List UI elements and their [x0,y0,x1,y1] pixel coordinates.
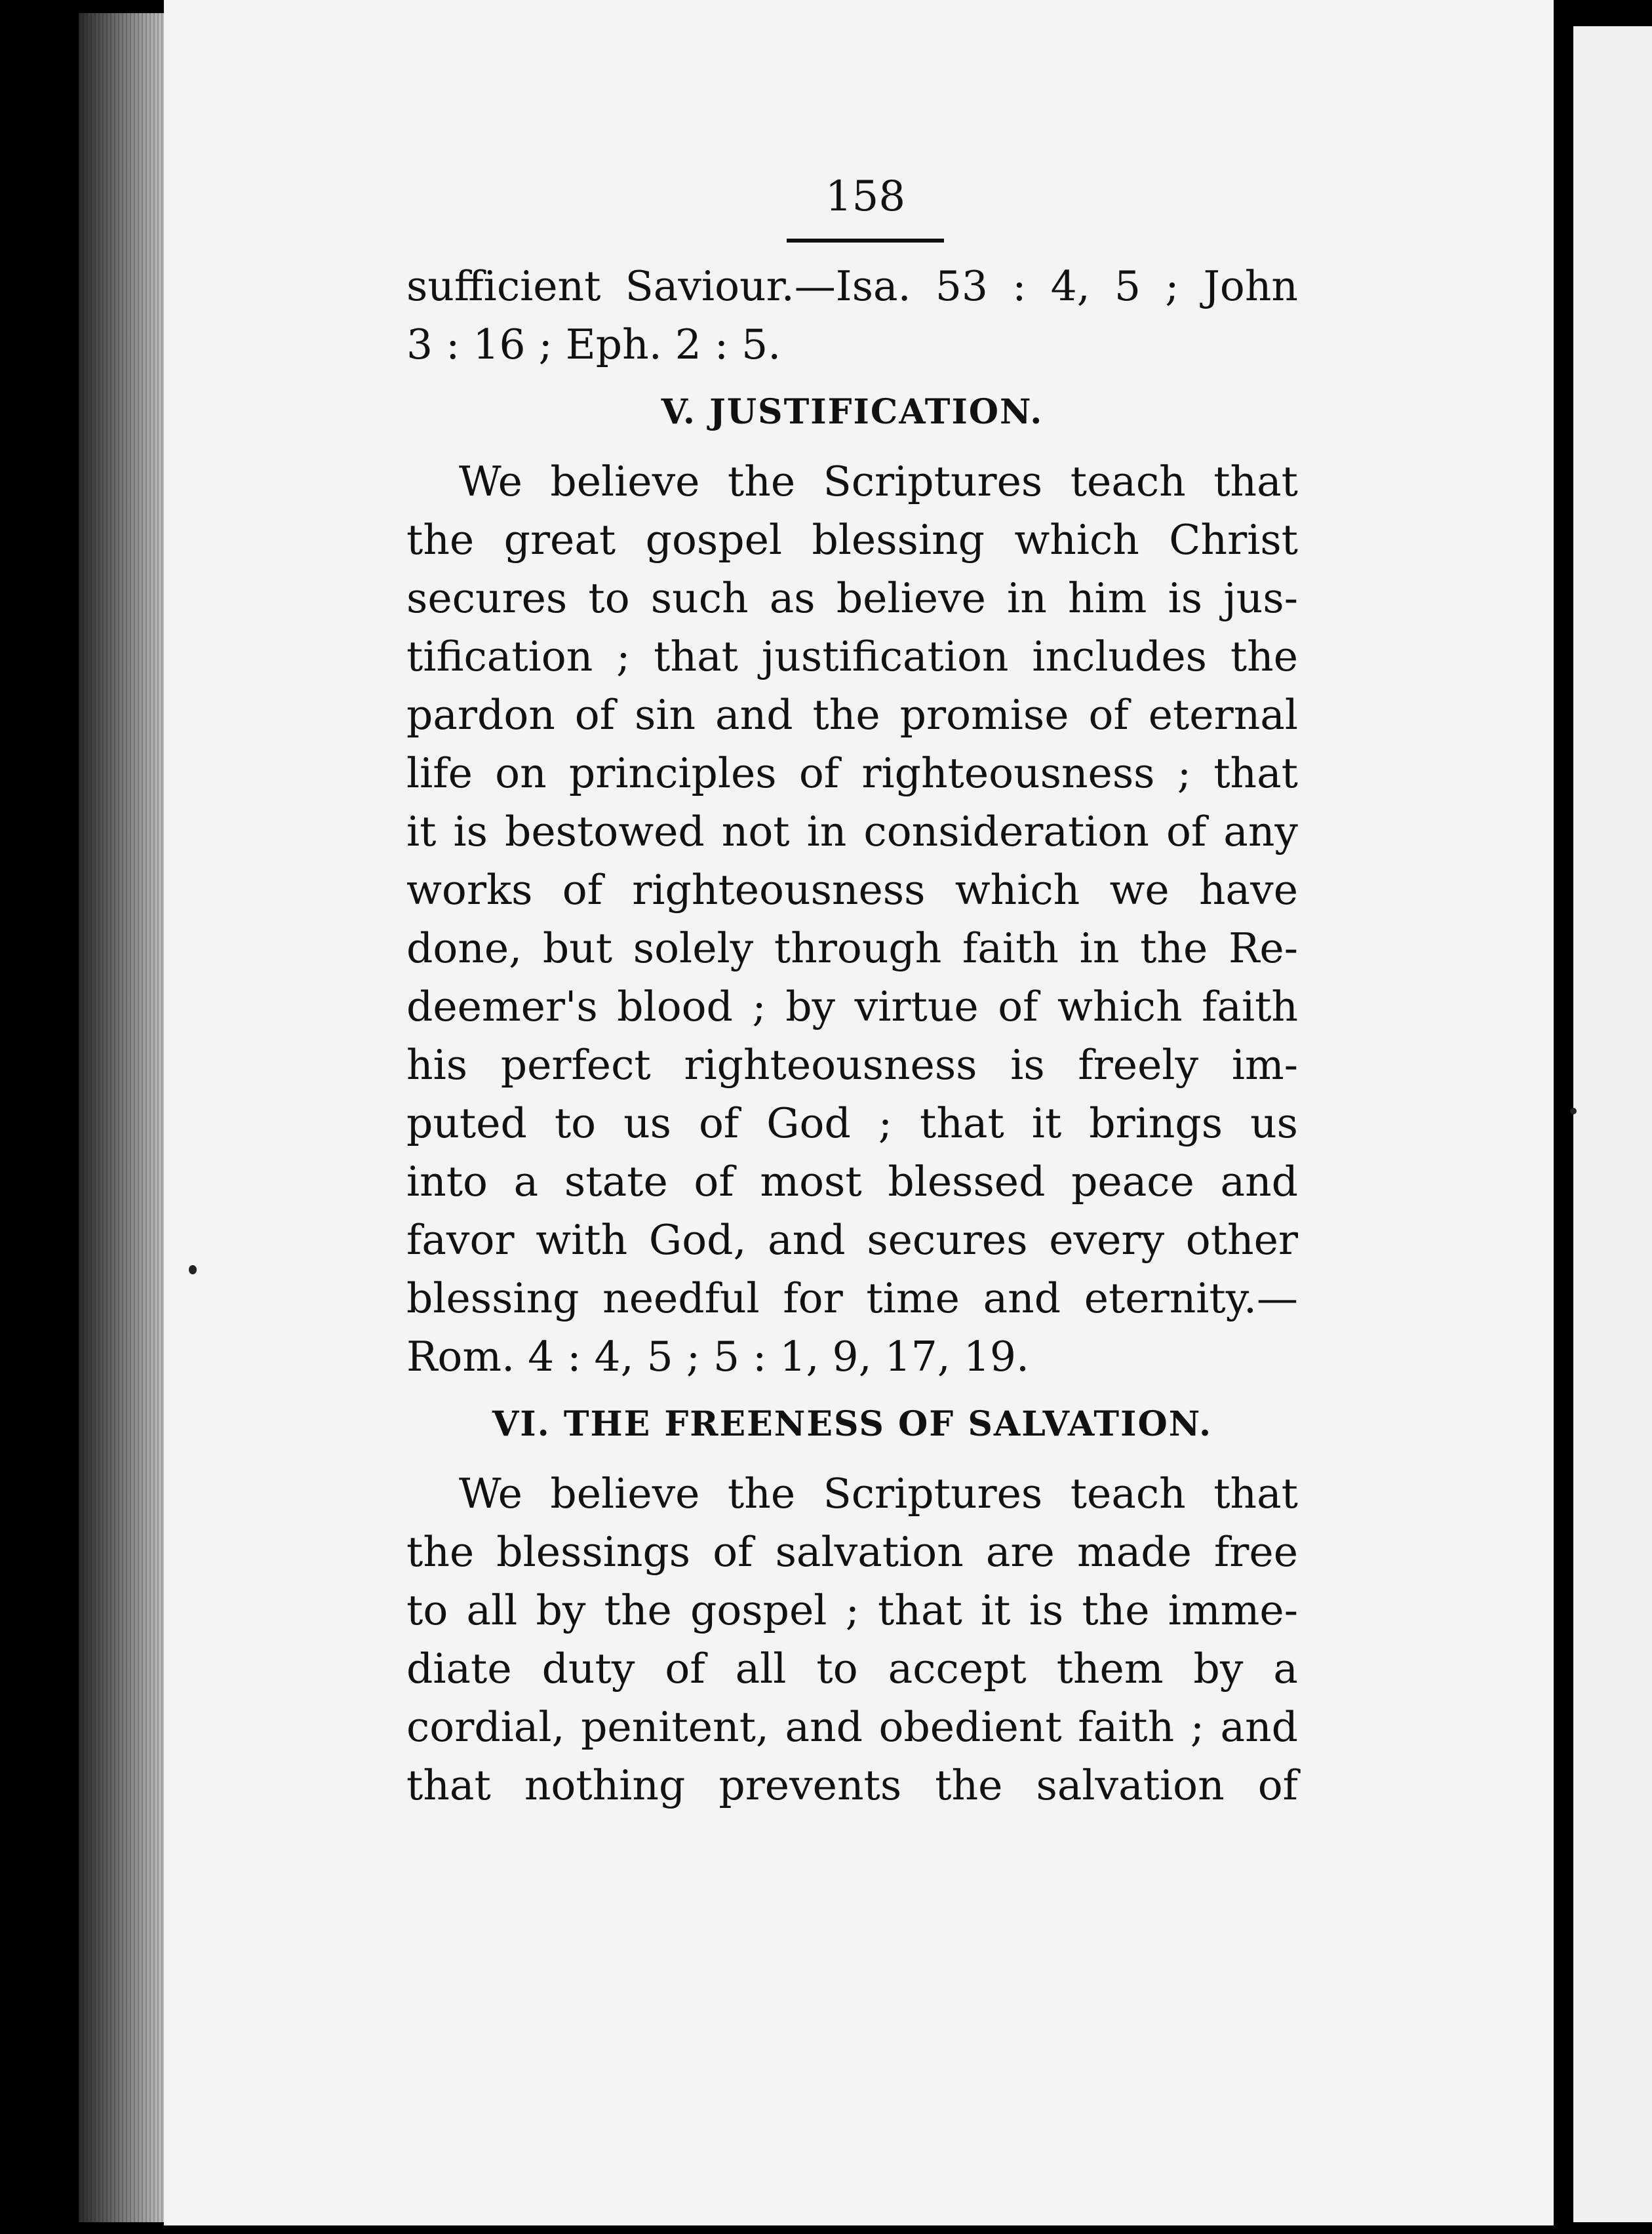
text-line: his perfect righteousness is freely im- [406,1041,1298,1089]
text-line: pardon of sin and the promise of eternal [406,691,1298,739]
text-line: We believe the Scriptures teach that [459,458,1298,505]
text-line: sufficient Saviour.—Isa. 53 : 4, 5 ; John [406,262,1298,310]
header-rule [787,239,944,243]
section-heading-justification: V. JUSTIFICATION. [661,392,1044,432]
text-line: the great gospel blessing which Christ [406,516,1298,564]
text-line: cordial, penitent, and obedient faith ; and [406,1703,1298,1751]
text-line: life on principles of righteousness ; that [406,749,1298,797]
text-line: blessing needful for time and eternity.— [406,1274,1298,1322]
text-line: favor with God, and secures every other [406,1216,1298,1264]
text-line: done, but solely through faith in the Re- [406,924,1298,972]
ink-speck [189,1265,197,1274]
text-line: Rom. 4 : 4, 5 ; 5 : 1, 9, 17, 19. [406,1333,1030,1381]
text-line: into a state of most blessed peace and [406,1158,1298,1205]
page-number: 158 [825,172,906,221]
gutter-divider [1554,0,1573,2234]
justification-paragraph [406,452,1298,1386]
facing-page-edge [1573,26,1652,2222]
text-line: secures to such as believe in him is jus- [406,574,1298,622]
text-block [406,170,1298,1814]
text-line: that nothing prevents the salvation of [406,1761,1298,1809]
text-line: works of righteousness which we have [406,866,1298,914]
text-line: it is bestowed not in consideration of any [406,808,1298,855]
text-line: puted to us of God ; that it brings us [406,1099,1298,1147]
continuation-paragraph [406,257,1298,374]
section-heading-freeness-of-salvation: VI. THE FREENESS OF SALVATION. [492,1404,1213,1444]
text-line: We believe the Scriptures teach that [459,1470,1298,1518]
page-stack-edge [79,13,177,2222]
text-line: to all by the gospel ; that it is the imme- [406,1586,1298,1634]
text-line: the blessings of salvation are made free [406,1528,1298,1576]
text-line: deemer's blood ; by virtue of which faith [406,983,1298,1030]
text-line: tification ; that justification includes the [406,633,1298,680]
freeness-paragraph [406,1464,1298,1814]
text-line: diate duty of all to accept them by a [406,1645,1298,1693]
ink-speck [1570,1108,1577,1114]
text-line: 3 : 16 ; Eph. 2 : 5. [406,321,781,368]
